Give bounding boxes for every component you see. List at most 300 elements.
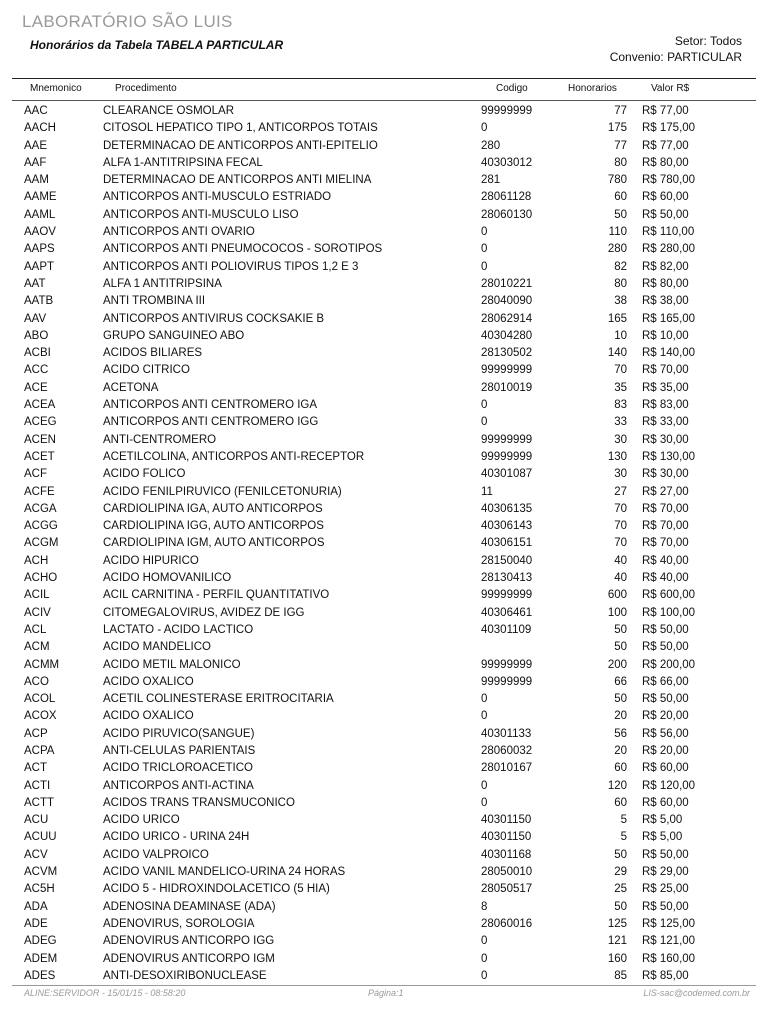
cell-honorarios: 25	[614, 883, 627, 896]
footer-user-timestamp: ALINE:SERVIDOR - 15/01/15 - 08:58:20	[24, 988, 186, 998]
cell-valor: R$ 50,00	[642, 900, 689, 913]
cell-valor: R$ 20,00	[642, 710, 689, 723]
cell-mnemonico: ABO	[24, 329, 49, 342]
cell-valor: R$ 5,00	[642, 831, 683, 844]
cell-procedimento: CITOMEGALOVIRUS, AVIDEZ DE IGG	[103, 606, 305, 619]
col-header-codigo: Codigo	[496, 83, 528, 94]
cell-procedimento: ACIDO METIL MALONICO	[103, 658, 241, 671]
cell-valor: R$ 165,00	[642, 312, 696, 325]
cell-valor: R$ 60,00	[642, 191, 689, 204]
cell-procedimento: CARDIOLIPINA IGA, AUTO ANTICORPOS	[103, 502, 323, 515]
table-row	[0, 207, 768, 224]
table-row	[0, 380, 768, 397]
table-row	[0, 484, 768, 501]
cell-codigo: 28130502	[481, 347, 533, 360]
cell-honorarios: 29	[614, 866, 627, 879]
cell-procedimento: LACTATO - ACIDO LACTICO	[103, 623, 254, 636]
cell-codigo: 280	[481, 139, 501, 152]
cell-valor: R$ 140,00	[642, 347, 696, 360]
cell-mnemonico: AAPT	[24, 260, 55, 273]
cell-honorarios: 27	[614, 485, 627, 498]
report-filters	[610, 33, 742, 65]
cell-procedimento: ACIDO FENILPIRUVICO (FENILCETONURIA)	[103, 485, 342, 498]
table-row	[0, 311, 768, 328]
cell-valor: R$ 85,00	[642, 969, 689, 982]
cell-honorarios: 600	[607, 589, 627, 602]
cell-procedimento: ALFA 1 ANTITRIPSINA	[103, 277, 222, 290]
cell-mnemonico: ACEG	[24, 416, 57, 429]
cell-valor: R$ 20,00	[642, 744, 689, 757]
cell-procedimento: GRUPO SANGUINEO ABO	[103, 329, 245, 342]
cell-honorarios: 38	[614, 295, 627, 308]
cell-mnemonico: ACBI	[24, 347, 51, 360]
table-row	[0, 933, 768, 950]
cell-codigo: 28010221	[481, 277, 533, 290]
cell-honorarios: 280	[607, 243, 627, 256]
cell-codigo: 28010167	[481, 762, 533, 775]
cell-valor: R$ 60,00	[642, 796, 689, 809]
cell-procedimento: CARDIOLIPINA IGG, AUTO ANTICORPOS	[103, 520, 324, 533]
cell-mnemonico: ACC	[24, 364, 49, 377]
cell-codigo: 99999999	[481, 433, 533, 446]
cell-mnemonico: ACU	[24, 814, 49, 827]
table-row	[0, 951, 768, 968]
cell-honorarios: 70	[614, 520, 627, 533]
cell-honorarios: 50	[614, 623, 627, 636]
cell-honorarios: 66	[614, 675, 627, 688]
table-row	[0, 535, 768, 552]
cell-valor: R$ 70,00	[642, 520, 689, 533]
lab-name: LABORATÓRIO SÃO LUIS	[22, 12, 233, 31]
cell-valor: R$ 130,00	[642, 450, 696, 463]
cell-codigo: 0	[481, 710, 488, 723]
cell-procedimento: ANTI-CELULAS PARIENTAIS	[103, 744, 256, 757]
cell-honorarios: 20	[614, 710, 627, 723]
cell-honorarios: 140	[607, 347, 627, 360]
cell-procedimento: ACETILCOLINA, ANTICORPOS ANTI-RECEPTOR	[103, 450, 365, 463]
cell-mnemonico: ACET	[24, 450, 55, 463]
cell-honorarios: 160	[607, 952, 627, 965]
cell-mnemonico: AAOV	[24, 226, 56, 239]
cell-mnemonico: ACH	[24, 554, 49, 567]
cell-mnemonico: ADA	[24, 900, 48, 913]
cell-procedimento: ACIDO VANIL MANDELICO-URINA 24 HORAS	[103, 866, 346, 879]
cell-valor: R$ 10,00	[642, 329, 689, 342]
table-row	[0, 276, 768, 293]
footer-divider	[12, 985, 756, 986]
cell-valor: R$ 33,00	[642, 416, 689, 429]
cell-honorarios: 35	[614, 381, 627, 394]
cell-valor: R$ 50,00	[642, 208, 689, 221]
cell-valor: R$ 82,00	[642, 260, 689, 273]
cell-procedimento: CITOSOL HEPATICO TIPO 1, ANTICORPOS TOTAIS	[103, 122, 378, 135]
cell-mnemonico: ACE	[24, 381, 48, 394]
cell-codigo: 40304280	[481, 329, 533, 342]
cell-codigo: 28010019	[481, 381, 533, 394]
cell-mnemonico: ACEA	[24, 399, 56, 412]
table-row	[0, 812, 768, 829]
cell-mnemonico: AAE	[24, 139, 48, 152]
cell-procedimento: ANTI-DESOXIRIBONUCLEASE	[103, 969, 267, 982]
cell-valor: R$ 77,00	[642, 105, 689, 117]
col-header-procedimento: Procedimento	[115, 83, 177, 94]
cell-procedimento: ANTICORPOS ANTI POLIOVIRUS TIPOS 1,2 E 3	[103, 260, 359, 273]
cell-codigo: 0	[481, 122, 488, 135]
table-row	[0, 501, 768, 518]
cell-procedimento: ACIDO VALPROICO	[103, 848, 209, 861]
table-row	[0, 397, 768, 414]
cell-valor: R$ 77,00	[642, 139, 689, 152]
cell-codigo: 0	[481, 693, 488, 706]
cell-valor: R$ 50,00	[642, 641, 689, 654]
cell-procedimento: ADENOSINA DEAMINASE (ADA)	[103, 900, 276, 913]
cell-honorarios: 30	[614, 433, 627, 446]
cell-codigo: 99999999	[481, 364, 533, 377]
table-row	[0, 674, 768, 691]
cell-codigo: 40301133	[481, 727, 532, 740]
cell-codigo: 28060016	[481, 917, 533, 930]
cell-mnemonico: ACL	[24, 623, 47, 636]
cell-mnemonico: ACV	[24, 848, 48, 861]
cell-mnemonico: ACHO	[24, 572, 58, 585]
table-row	[0, 743, 768, 760]
cell-honorarios: 50	[614, 641, 627, 654]
table-row	[0, 155, 768, 172]
cell-honorarios: 20	[614, 744, 627, 757]
cell-procedimento: ALFA 1-ANTITRIPSINA FECAL	[103, 156, 263, 169]
cell-mnemonico: AAV	[24, 312, 47, 325]
cell-valor: R$ 70,00	[642, 502, 689, 515]
cell-mnemonico: ACP	[24, 727, 48, 740]
cell-mnemonico: ACTI	[24, 779, 51, 792]
col-header-honorarios: Honorarios	[568, 83, 617, 94]
cell-valor: R$ 40,00	[642, 572, 689, 585]
cell-codigo: 40301150	[481, 831, 532, 844]
cell-codigo: 28150040	[481, 554, 533, 567]
table-row	[0, 518, 768, 535]
table-row	[0, 138, 768, 155]
table-row	[0, 657, 768, 674]
cell-valor: R$ 780,00	[642, 174, 696, 187]
table-row	[0, 760, 768, 777]
cell-procedimento: ANTICORPOS ANTI-MUSCULO ESTRIADO	[103, 191, 332, 204]
table-row	[0, 189, 768, 206]
cell-procedimento: ACIDO OXALICO	[103, 675, 194, 688]
cell-honorarios: 5	[620, 814, 627, 827]
cell-procedimento: ACIDO HOMOVANILICO	[103, 572, 232, 585]
cell-procedimento: ADENOVIRUS ANTICORPO IGG	[103, 935, 275, 948]
cell-codigo: 40303012	[481, 156, 533, 169]
cell-procedimento: ACETIL COLINESTERASE ERITROCITARIA	[103, 693, 334, 706]
cell-mnemonico: ACO	[24, 675, 49, 688]
cell-codigo: 0	[481, 226, 488, 239]
cell-honorarios: 50	[614, 693, 627, 706]
cell-procedimento: ADENOVIRUS, SOROLOGIA	[103, 917, 255, 930]
cell-codigo: 8	[481, 900, 488, 913]
cell-mnemonico: AATB	[24, 295, 54, 308]
cell-honorarios: 200	[607, 658, 627, 671]
cell-mnemonico: AC5H	[24, 883, 55, 896]
table-row	[0, 362, 768, 379]
table-row	[0, 829, 768, 846]
cell-honorarios: 80	[614, 156, 627, 169]
cell-valor: R$ 110,00	[642, 226, 695, 239]
cell-procedimento: CARDIOLIPINA IGM, AUTO ANTICORPOS	[103, 537, 325, 550]
cell-honorarios: 77	[614, 105, 627, 117]
cell-valor: R$ 5,00	[642, 814, 683, 827]
cell-mnemonico: ACIV	[24, 606, 51, 619]
cell-codigo: 28061128	[481, 191, 532, 204]
cell-honorarios: 125	[607, 917, 627, 930]
cell-mnemonico: ADEM	[24, 952, 58, 965]
cell-valor: R$ 160,00	[642, 952, 696, 965]
cell-mnemonico: AACH	[24, 122, 56, 135]
cell-valor: R$ 70,00	[642, 364, 689, 377]
cell-honorarios: 121	[607, 935, 627, 948]
cell-procedimento: ANTICORPOS ANTI-MUSCULO LISO	[103, 208, 299, 221]
table-row	[0, 241, 768, 258]
cell-honorarios: 70	[614, 364, 627, 377]
cell-valor: R$ 40,00	[642, 554, 689, 567]
cell-honorarios: 33	[614, 416, 627, 429]
table-row	[0, 587, 768, 604]
table-row	[0, 293, 768, 310]
table-row	[0, 605, 768, 622]
cell-procedimento: ACIDO PIRUVICO(SANGUE)	[103, 727, 255, 740]
cell-valor: R$ 600,00	[642, 589, 696, 602]
cell-mnemonico: ACT	[24, 762, 47, 775]
cell-valor: R$ 38,00	[642, 295, 689, 308]
cell-honorarios: 50	[614, 208, 627, 221]
cell-procedimento: ANTICORPOS ANTI CENTROMERO IGA	[103, 399, 318, 412]
cell-codigo: 40306461	[481, 606, 533, 619]
cell-valor: R$ 27,00	[642, 485, 689, 498]
table-row	[0, 899, 768, 916]
cell-mnemonico: ACPA	[24, 744, 55, 757]
cell-codigo: 28130413	[481, 572, 533, 585]
cell-procedimento: ACIDO URICO - URINA 24H	[103, 831, 250, 844]
cell-honorarios: 50	[614, 848, 627, 861]
cell-valor: R$ 121,00	[642, 935, 696, 948]
cell-valor: R$ 200,00	[642, 658, 696, 671]
cell-procedimento: ANTICORPOS ANTI CENTROMERO IGG	[103, 416, 319, 429]
cell-mnemonico: ACOX	[24, 710, 57, 723]
cell-valor: R$ 25,00	[642, 883, 689, 896]
table-row	[0, 224, 768, 241]
cell-procedimento: ACIDO HIPURICO	[103, 554, 199, 567]
table-row	[0, 639, 768, 656]
cell-mnemonico: ACM	[24, 641, 50, 654]
cell-mnemonico: ACEN	[24, 433, 56, 446]
cell-codigo: 40301109	[481, 623, 532, 636]
cell-honorarios: 60	[614, 796, 627, 809]
cell-valor: R$ 66,00	[642, 675, 689, 688]
cell-codigo: 28050517	[481, 883, 533, 896]
table-row	[0, 864, 768, 881]
cell-procedimento: ACIDO TRICLOROACETICO	[103, 762, 253, 775]
cell-valor: R$ 50,00	[642, 848, 689, 861]
table-row	[0, 328, 768, 345]
cell-valor: R$ 50,00	[642, 623, 689, 636]
cell-valor: R$ 120,00	[642, 779, 696, 792]
setor-label: Setor: Todos	[674, 34, 742, 48]
cell-honorarios: 40	[614, 572, 627, 585]
table-row	[0, 916, 768, 933]
cell-codigo: 0	[481, 399, 488, 412]
cell-honorarios: 780	[607, 174, 627, 187]
cell-mnemonico: ACUU	[24, 831, 57, 844]
cell-mnemonico: AAPS	[24, 243, 55, 256]
table-row	[0, 570, 768, 587]
cell-codigo: 281	[481, 174, 501, 187]
cell-honorarios: 165	[607, 312, 627, 325]
cell-procedimento: ACETONA	[103, 381, 159, 394]
cell-valor: R$ 60,00	[642, 762, 689, 775]
col-header-mnemonico: Mnemonico	[30, 83, 82, 94]
cell-codigo: 40306151	[481, 537, 533, 550]
cell-honorarios: 70	[614, 502, 627, 515]
cell-honorarios: 77	[614, 139, 627, 152]
cell-codigo: 11	[481, 485, 493, 498]
cell-procedimento: ANTICORPOS ANTI OVARIO	[103, 226, 255, 239]
cell-procedimento: DETERMINACAO DE ANTICORPOS ANTI MIELINA	[103, 174, 372, 187]
footer-page-number: Página:1	[368, 988, 404, 998]
table-row	[0, 103, 768, 120]
cell-honorarios: 30	[614, 468, 627, 481]
table-row	[0, 778, 768, 795]
cell-codigo: 40301087	[481, 468, 533, 481]
table-body	[0, 103, 768, 985]
cell-procedimento: ACIDO MANDELICO	[103, 641, 211, 654]
cell-procedimento: ACIDOS BILIARES	[103, 347, 203, 360]
table-row	[0, 432, 768, 449]
cell-honorarios: 130	[607, 450, 627, 463]
table-row	[0, 622, 768, 639]
cell-honorarios: 120	[607, 779, 627, 792]
cell-codigo: 0	[481, 260, 488, 273]
cell-honorarios: 10	[614, 329, 627, 342]
table-row	[0, 466, 768, 483]
table-row	[0, 881, 768, 898]
cell-valor: R$ 29,00	[642, 866, 689, 879]
cell-mnemonico: ACIL	[24, 589, 50, 602]
report-title: Honorários da Tabela TABELA PARTICULAR	[30, 38, 284, 52]
cell-mnemonico: ACGM	[24, 537, 59, 550]
cell-procedimento: CLEARANCE OSMOLAR	[103, 105, 235, 117]
table-row	[0, 847, 768, 864]
cell-mnemonico: ACFE	[24, 485, 55, 498]
table-row	[0, 414, 768, 431]
cell-procedimento: ACIDOS TRANS TRANSMUCONICO	[103, 796, 295, 809]
cell-mnemonico: ACF	[24, 468, 47, 481]
table-row	[0, 968, 768, 985]
cell-honorarios: 56	[614, 727, 627, 740]
cell-mnemonico: AAT	[24, 277, 46, 290]
cell-mnemonico: ADES	[24, 969, 56, 982]
cell-valor: R$ 175,00	[642, 122, 696, 135]
cell-codigo: 40306143	[481, 520, 533, 533]
table-row	[0, 120, 768, 137]
cell-codigo: 99999999	[481, 675, 533, 688]
table-row	[0, 449, 768, 466]
cell-honorarios: 175	[607, 122, 627, 135]
cell-honorarios: 60	[614, 191, 627, 204]
table-header	[0, 83, 768, 99]
cell-procedimento: DETERMINACAO DE ANTICORPOS ANTI-EPITELIO	[103, 139, 378, 152]
cell-procedimento: ANTI-CENTROMERO	[103, 433, 217, 446]
cell-codigo: 40301150	[481, 814, 532, 827]
cell-honorarios: 5	[620, 831, 627, 844]
cell-procedimento: ACIL CARNITINA - PERFIL QUANTITATIVO	[103, 589, 330, 602]
cell-honorarios: 40	[614, 554, 627, 567]
cell-valor: R$ 125,00	[642, 917, 696, 930]
cell-mnemonico: ACMM	[24, 658, 60, 671]
cell-codigo: 28060032	[481, 744, 533, 757]
cell-codigo: 0	[481, 779, 488, 792]
table-row	[0, 553, 768, 570]
cell-mnemonico: ACGA	[24, 502, 57, 515]
cell-mnemonico: AAF	[24, 156, 47, 169]
table-row	[0, 795, 768, 812]
cell-codigo: 99999999	[481, 589, 533, 602]
cell-valor: R$ 80,00	[642, 277, 689, 290]
cell-codigo: 0	[481, 935, 488, 948]
table-row	[0, 708, 768, 725]
cell-valor: R$ 70,00	[642, 537, 689, 550]
cell-valor: R$ 80,00	[642, 156, 689, 169]
cell-procedimento: ADENOVIRUS ANTICORPO IGM	[103, 952, 275, 965]
cell-mnemonico: AAC	[24, 105, 48, 117]
cell-codigo: 0	[481, 796, 488, 809]
cell-mnemonico: ACTT	[24, 796, 55, 809]
cell-codigo: 40301168	[481, 848, 532, 861]
table-row	[0, 726, 768, 743]
cell-valor: R$ 30,00	[642, 468, 689, 481]
cell-codigo: 0	[481, 416, 488, 429]
cell-honorarios: 60	[614, 762, 627, 775]
cell-procedimento: ANTICORPOS ANTIVIRUS COCKSAKIE B	[103, 312, 325, 325]
cell-honorarios: 83	[614, 399, 627, 412]
top-divider	[12, 78, 756, 79]
cell-procedimento: ANTICORPOS ANTI PNEUMOCOCOS - SOROTIPOS	[103, 243, 383, 256]
header-divider	[12, 100, 756, 101]
cell-valor: R$ 35,00	[642, 381, 689, 394]
cell-procedimento: ANTICORPOS ANTI-ACTINA	[103, 779, 254, 792]
cell-procedimento: ACIDO OXALICO	[103, 710, 194, 723]
cell-codigo: 40306135	[481, 502, 533, 515]
cell-mnemonico: ACVM	[24, 866, 58, 879]
cell-valor: R$ 100,00	[642, 606, 696, 619]
cell-mnemonico: ACGG	[24, 520, 58, 533]
cell-honorarios: 80	[614, 277, 627, 290]
table-row	[0, 345, 768, 362]
cell-procedimento: ACIDO CITRICO	[103, 364, 190, 377]
cell-mnemonico: AAML	[24, 208, 56, 221]
convenio-label: Convenio: PARTICULAR	[609, 50, 742, 64]
table-row	[0, 259, 768, 276]
cell-codigo: 0	[481, 969, 488, 982]
cell-codigo: 0	[481, 243, 488, 256]
cell-honorarios: 100	[607, 606, 627, 619]
cell-honorarios: 110	[608, 226, 627, 239]
cell-codigo: 99999999	[481, 105, 533, 117]
cell-procedimento: ACIDO 5 - HIDROXINDOLACETICO (5 HIA)	[103, 883, 330, 896]
cell-codigo: 28060130	[481, 208, 533, 221]
cell-codigo: 28050010	[481, 866, 533, 879]
col-header-valor: Valor R$	[651, 83, 690, 94]
cell-codigo: 99999999	[481, 450, 533, 463]
cell-mnemonico: ADEG	[24, 935, 57, 948]
